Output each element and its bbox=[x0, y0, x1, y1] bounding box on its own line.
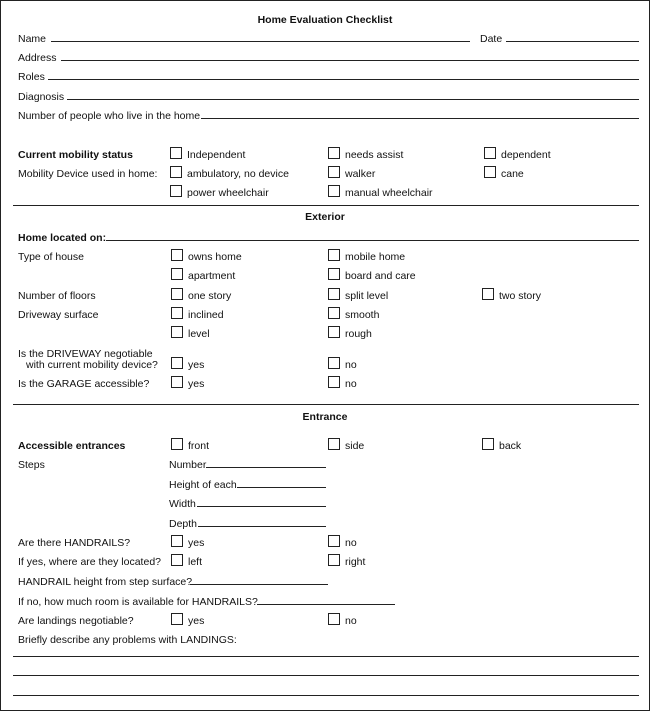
exterior-heading: Exterior bbox=[305, 211, 345, 223]
cane-checkbox[interactable] bbox=[484, 166, 496, 178]
room-question: If no, how much room is available for HANDRAILS? bbox=[18, 596, 258, 608]
owns-home-label: owns home bbox=[188, 251, 242, 263]
ambulatory-checkbox[interactable] bbox=[170, 166, 182, 178]
side-label: side bbox=[345, 440, 365, 452]
driveway-question-line2: with current mobility device? bbox=[26, 359, 158, 371]
address-label: Address bbox=[18, 52, 57, 64]
steps-label: Steps bbox=[18, 459, 45, 471]
garage-question: Is the GARAGE accessible? bbox=[18, 378, 150, 390]
two-story-checkbox[interactable] bbox=[482, 288, 494, 300]
divider bbox=[13, 404, 639, 405]
inclined-checkbox[interactable] bbox=[171, 307, 183, 319]
date-field[interactable] bbox=[506, 41, 639, 42]
form-title: Home Evaluation Checklist bbox=[257, 14, 393, 26]
level-checkbox[interactable] bbox=[171, 326, 183, 338]
cane-label: cane bbox=[501, 168, 524, 180]
board-and-care-checkbox[interactable] bbox=[328, 268, 340, 280]
independent-label: Independent bbox=[187, 149, 246, 161]
answer-line[interactable] bbox=[13, 695, 639, 696]
people-label: Number of people who live in the home bbox=[18, 110, 201, 122]
driveway-yes-checkbox[interactable] bbox=[171, 357, 183, 369]
handrail-height-field[interactable] bbox=[190, 584, 328, 585]
owns-home-checkbox[interactable] bbox=[171, 249, 183, 261]
type-of-house-label: Type of house bbox=[18, 251, 84, 263]
independent-checkbox[interactable] bbox=[170, 147, 182, 159]
home-located-label: Home located on: bbox=[18, 232, 107, 244]
left-checkbox[interactable] bbox=[171, 554, 183, 566]
diagnosis-label: Diagnosis bbox=[18, 91, 65, 103]
garage-yes-checkbox[interactable] bbox=[171, 376, 183, 388]
height-each-label: Height of each bbox=[169, 479, 237, 491]
driveway-no-label: no bbox=[345, 359, 357, 371]
manual-wheelchair-label: manual wheelchair bbox=[345, 187, 433, 199]
floors-label: Number of floors bbox=[18, 290, 96, 302]
landings-no-label: no bbox=[345, 615, 357, 627]
garage-yes-label: yes bbox=[188, 378, 205, 390]
divider bbox=[13, 205, 639, 206]
answer-line[interactable] bbox=[13, 675, 639, 676]
mobility-device-label: Mobility Device used in home: bbox=[18, 168, 158, 180]
driveway-no-checkbox[interactable] bbox=[328, 357, 340, 369]
driveway-surface-label: Driveway surface bbox=[18, 309, 99, 321]
handrails-question: Are there HANDRAILS? bbox=[18, 537, 131, 549]
split-level-checkbox[interactable] bbox=[328, 288, 340, 300]
needs-assist-checkbox[interactable] bbox=[328, 147, 340, 159]
located-question: If yes, where are they located? bbox=[18, 556, 161, 568]
two-story-label: two story bbox=[499, 290, 542, 302]
smooth-checkbox[interactable] bbox=[328, 307, 340, 319]
accessible-entrances-label: Accessible entrances bbox=[18, 440, 126, 452]
level-label: level bbox=[188, 328, 210, 340]
back-label: back bbox=[499, 440, 522, 452]
depth-field[interactable] bbox=[198, 526, 326, 527]
handrails-no-label: no bbox=[345, 537, 357, 549]
number-field[interactable] bbox=[206, 467, 326, 468]
room-field[interactable] bbox=[257, 604, 395, 605]
board-and-care-label: board and care bbox=[345, 270, 416, 282]
handrail-height-label: HANDRAIL height from step surface? bbox=[18, 576, 193, 588]
address-field[interactable] bbox=[61, 60, 639, 61]
apartment-label: apartment bbox=[188, 270, 236, 282]
landings-yes-label: yes bbox=[188, 615, 205, 627]
diagnosis-field[interactable] bbox=[67, 99, 639, 100]
width-label: Width bbox=[169, 498, 196, 510]
driveway-yes-label: yes bbox=[188, 359, 205, 371]
home-located-field[interactable] bbox=[106, 240, 639, 241]
right-label: right bbox=[345, 556, 366, 568]
garage-no-label: no bbox=[345, 378, 357, 390]
front-label: front bbox=[188, 440, 210, 452]
handrails-yes-checkbox[interactable] bbox=[171, 535, 183, 547]
rough-label: rough bbox=[345, 328, 372, 340]
handrails-yes-label: yes bbox=[188, 537, 205, 549]
mobile-home-label: mobile home bbox=[345, 251, 406, 263]
depth-label: Depth bbox=[169, 518, 198, 530]
name-field[interactable] bbox=[51, 41, 470, 42]
mobile-home-checkbox[interactable] bbox=[328, 249, 340, 261]
one-story-label: one story bbox=[188, 290, 232, 302]
height-each-field[interactable] bbox=[237, 487, 326, 488]
inclined-label: inclined bbox=[188, 309, 224, 321]
landings-question: Are landings negotiable? bbox=[18, 615, 134, 627]
width-field[interactable] bbox=[197, 506, 326, 507]
mobility-status-label: Current mobility status bbox=[18, 149, 133, 161]
handrails-no-checkbox[interactable] bbox=[328, 535, 340, 547]
roles-field[interactable] bbox=[48, 79, 639, 80]
apartment-checkbox[interactable] bbox=[171, 268, 183, 280]
side-checkbox[interactable] bbox=[328, 438, 340, 450]
dependent-checkbox[interactable] bbox=[484, 147, 496, 159]
left-label: left bbox=[188, 556, 203, 568]
landings-yes-checkbox[interactable] bbox=[171, 613, 183, 625]
driveway-question-line1: Is the DRIVEWAY negotiable bbox=[18, 348, 153, 360]
garage-no-checkbox[interactable] bbox=[328, 376, 340, 388]
power-wheelchair-label: power wheelchair bbox=[187, 187, 269, 199]
people-field[interactable] bbox=[201, 118, 639, 119]
number-label: Number bbox=[169, 459, 207, 471]
smooth-label: smooth bbox=[345, 309, 380, 321]
entrance-heading: Entrance bbox=[302, 411, 348, 423]
needs-assist-label: needs assist bbox=[345, 149, 404, 161]
ambulatory-label: ambulatory, no device bbox=[187, 168, 289, 180]
walker-checkbox[interactable] bbox=[328, 166, 340, 178]
date-label: Date bbox=[480, 33, 503, 45]
power-wheelchair-checkbox[interactable] bbox=[170, 185, 182, 197]
split-level-label: split level bbox=[345, 290, 389, 302]
manual-wheelchair-checkbox[interactable] bbox=[328, 185, 340, 197]
rough-checkbox[interactable] bbox=[328, 326, 340, 338]
roles-label: Roles bbox=[18, 71, 45, 83]
answer-line[interactable] bbox=[13, 656, 639, 657]
name-label: Name bbox=[18, 33, 47, 45]
walker-label: walker bbox=[345, 168, 376, 180]
dependent-label: dependent bbox=[501, 149, 551, 161]
right-checkbox[interactable] bbox=[328, 554, 340, 566]
landings-no-checkbox[interactable] bbox=[328, 613, 340, 625]
front-checkbox[interactable] bbox=[171, 438, 183, 450]
back-checkbox[interactable] bbox=[482, 438, 494, 450]
describe-landings-label: Briefly describe any problems with LANDINGS: bbox=[18, 634, 237, 646]
one-story-checkbox[interactable] bbox=[171, 288, 183, 300]
